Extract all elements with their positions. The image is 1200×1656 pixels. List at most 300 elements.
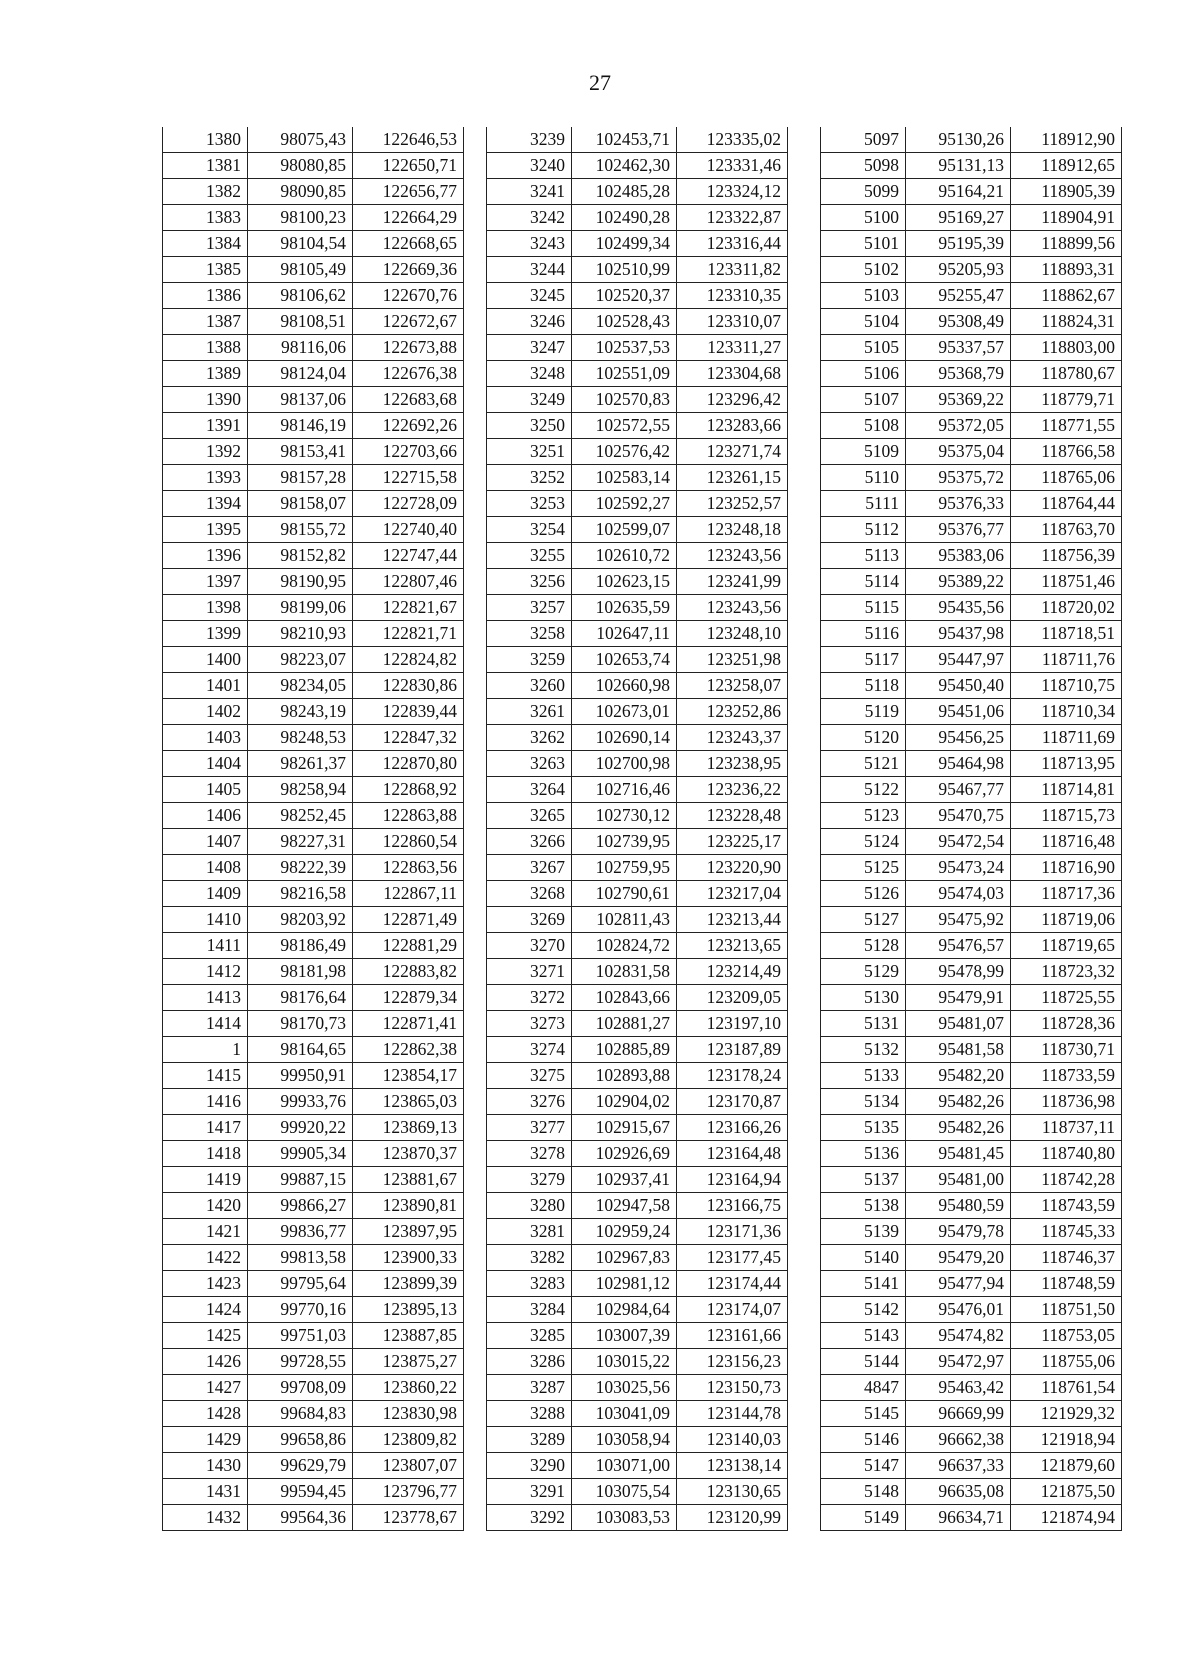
y-coordinate-cell: 122747,44 [353, 543, 464, 569]
y-coordinate-cell: 118742,28 [1011, 1167, 1122, 1193]
point-number-cell: 1409 [163, 881, 248, 907]
y-coordinate-cell: 118764,44 [1011, 491, 1122, 517]
point-number-cell: 3281 [487, 1219, 572, 1245]
table-row [163, 413, 464, 439]
y-coordinate-cell: 123335,02 [677, 127, 788, 153]
table-row [163, 179, 464, 205]
table-row [163, 283, 464, 309]
table-row [163, 153, 464, 179]
table-row [163, 387, 464, 413]
x-coordinate-cell: 99933,76 [248, 1089, 353, 1115]
y-coordinate-cell: 123796,77 [353, 1479, 464, 1505]
y-coordinate-cell: 123778,67 [353, 1505, 464, 1531]
y-coordinate-cell: 118728,36 [1011, 1011, 1122, 1037]
table-row [163, 231, 464, 257]
point-number-cell: 3253 [487, 491, 572, 517]
point-number-cell: 4847 [821, 1375, 906, 1401]
x-coordinate-cell: 98106,62 [248, 283, 353, 309]
point-number-cell: 1389 [163, 361, 248, 387]
x-coordinate-cell: 102947,58 [572, 1193, 677, 1219]
table-row [821, 595, 1122, 621]
table-row [821, 569, 1122, 595]
table-row [163, 1453, 464, 1479]
x-coordinate-cell: 95480,59 [906, 1193, 1011, 1219]
point-number-cell: 1429 [163, 1427, 248, 1453]
x-coordinate-cell: 98222,39 [248, 855, 353, 881]
point-number-cell: 3273 [487, 1011, 572, 1037]
y-coordinate-cell: 123197,10 [677, 1011, 788, 1037]
table-row [487, 751, 788, 777]
x-coordinate-cell: 95375,72 [906, 465, 1011, 491]
point-number-cell: 3287 [487, 1375, 572, 1401]
y-coordinate-cell: 123238,95 [677, 751, 788, 777]
table-row [487, 283, 788, 309]
y-coordinate-cell: 123177,45 [677, 1245, 788, 1271]
point-number-cell: 3274 [487, 1037, 572, 1063]
y-coordinate-cell: 118710,34 [1011, 699, 1122, 725]
table-row [163, 257, 464, 283]
y-coordinate-cell: 123150,73 [677, 1375, 788, 1401]
table-row [487, 491, 788, 517]
x-coordinate-cell: 102623,15 [572, 569, 677, 595]
table-row [487, 543, 788, 569]
point-number-cell: 3254 [487, 517, 572, 543]
y-coordinate-cell: 123248,10 [677, 621, 788, 647]
table-row [821, 257, 1122, 283]
x-coordinate-cell: 98153,41 [248, 439, 353, 465]
y-coordinate-cell: 118736,98 [1011, 1089, 1122, 1115]
point-number-cell: 5131 [821, 1011, 906, 1037]
x-coordinate-cell: 95308,49 [906, 309, 1011, 335]
point-number-cell: 5146 [821, 1427, 906, 1453]
table-row [487, 1323, 788, 1349]
point-number-cell: 5124 [821, 829, 906, 855]
point-number-cell: 3276 [487, 1089, 572, 1115]
point-number-cell: 1405 [163, 777, 248, 803]
table-row [821, 517, 1122, 543]
x-coordinate-cell: 102716,46 [572, 777, 677, 803]
table-row [821, 673, 1122, 699]
table-row [163, 777, 464, 803]
x-coordinate-cell: 102537,53 [572, 335, 677, 361]
y-coordinate-cell: 118711,76 [1011, 647, 1122, 673]
y-coordinate-cell: 118710,75 [1011, 673, 1122, 699]
y-coordinate-cell: 122692,26 [353, 413, 464, 439]
y-coordinate-cell: 118718,51 [1011, 621, 1122, 647]
y-coordinate-cell: 123860,22 [353, 1375, 464, 1401]
x-coordinate-cell: 103075,54 [572, 1479, 677, 1505]
y-coordinate-cell: 122860,54 [353, 829, 464, 855]
table-row [821, 439, 1122, 465]
x-coordinate-cell: 99770,16 [248, 1297, 353, 1323]
x-coordinate-cell: 95482,26 [906, 1089, 1011, 1115]
table-row [487, 1479, 788, 1505]
y-coordinate-cell: 123144,78 [677, 1401, 788, 1427]
y-coordinate-cell: 118740,80 [1011, 1141, 1122, 1167]
x-coordinate-cell: 98146,19 [248, 413, 353, 439]
x-coordinate-cell: 102700,98 [572, 751, 677, 777]
table-row [163, 1375, 464, 1401]
table-row [821, 153, 1122, 179]
y-coordinate-cell: 118779,71 [1011, 387, 1122, 413]
point-number-cell: 1414 [163, 1011, 248, 1037]
table-row [821, 309, 1122, 335]
x-coordinate-cell: 98157,28 [248, 465, 353, 491]
x-coordinate-cell: 102551,09 [572, 361, 677, 387]
table-row [821, 1089, 1122, 1115]
x-coordinate-cell: 95447,97 [906, 647, 1011, 673]
table-row [163, 699, 464, 725]
point-number-cell: 3282 [487, 1245, 572, 1271]
x-coordinate-cell: 102528,43 [572, 309, 677, 335]
point-number-cell: 5125 [821, 855, 906, 881]
point-number-cell: 1386 [163, 283, 248, 309]
point-number-cell: 5139 [821, 1219, 906, 1245]
table-row [163, 595, 464, 621]
x-coordinate-cell: 102570,83 [572, 387, 677, 413]
point-number-cell: 5103 [821, 283, 906, 309]
x-coordinate-cell: 95372,05 [906, 413, 1011, 439]
point-number-cell: 5149 [821, 1505, 906, 1531]
table-row [487, 673, 788, 699]
x-coordinate-cell: 102660,98 [572, 673, 677, 699]
point-number-cell: 1390 [163, 387, 248, 413]
y-coordinate-cell: 118737,11 [1011, 1115, 1122, 1141]
x-coordinate-cell: 96669,99 [906, 1401, 1011, 1427]
table-row [487, 1141, 788, 1167]
x-coordinate-cell: 95130,26 [906, 127, 1011, 153]
table-row [163, 855, 464, 881]
point-number-cell: 5102 [821, 257, 906, 283]
y-coordinate-cell: 122673,88 [353, 335, 464, 361]
y-coordinate-cell: 118753,05 [1011, 1323, 1122, 1349]
y-coordinate-cell: 118723,32 [1011, 959, 1122, 985]
point-number-cell: 5117 [821, 647, 906, 673]
x-coordinate-cell: 99866,27 [248, 1193, 353, 1219]
x-coordinate-cell: 95169,27 [906, 205, 1011, 231]
point-number-cell: 1427 [163, 1375, 248, 1401]
point-number-cell: 3239 [487, 127, 572, 153]
x-coordinate-cell: 103025,56 [572, 1375, 677, 1401]
table-row [821, 1375, 1122, 1401]
point-number-cell: 1432 [163, 1505, 248, 1531]
table-row [163, 985, 464, 1011]
y-coordinate-cell: 122824,82 [353, 647, 464, 673]
x-coordinate-cell: 102610,72 [572, 543, 677, 569]
x-coordinate-cell: 98170,73 [248, 1011, 353, 1037]
y-coordinate-cell: 122863,56 [353, 855, 464, 881]
x-coordinate-cell: 98199,06 [248, 595, 353, 621]
table-row [821, 881, 1122, 907]
x-coordinate-cell: 98105,49 [248, 257, 353, 283]
x-coordinate-cell: 102981,12 [572, 1271, 677, 1297]
table-row [487, 959, 788, 985]
table-row [821, 985, 1122, 1011]
y-coordinate-cell: 123187,89 [677, 1037, 788, 1063]
x-coordinate-cell: 99795,64 [248, 1271, 353, 1297]
y-coordinate-cell: 118912,65 [1011, 153, 1122, 179]
y-coordinate-cell: 123228,48 [677, 803, 788, 829]
table-row [163, 803, 464, 829]
y-coordinate-cell: 118755,06 [1011, 1349, 1122, 1375]
y-coordinate-cell: 122670,76 [353, 283, 464, 309]
y-coordinate-cell: 122656,77 [353, 179, 464, 205]
x-coordinate-cell: 95131,13 [906, 153, 1011, 179]
y-coordinate-cell: 122728,09 [353, 491, 464, 517]
x-coordinate-cell: 102510,99 [572, 257, 677, 283]
table-row [487, 1349, 788, 1375]
point-number-cell: 3264 [487, 777, 572, 803]
y-coordinate-cell: 118748,59 [1011, 1271, 1122, 1297]
y-coordinate-cell: 123807,07 [353, 1453, 464, 1479]
point-number-cell: 3262 [487, 725, 572, 751]
point-number-cell: 3258 [487, 621, 572, 647]
point-number-cell: 1415 [163, 1063, 248, 1089]
x-coordinate-cell: 95437,98 [906, 621, 1011, 647]
y-coordinate-cell: 118763,70 [1011, 517, 1122, 543]
x-coordinate-cell: 98243,19 [248, 699, 353, 725]
table-row [487, 1427, 788, 1453]
point-number-cell: 3252 [487, 465, 572, 491]
x-coordinate-cell: 95475,92 [906, 907, 1011, 933]
y-coordinate-cell: 121879,60 [1011, 1453, 1122, 1479]
y-coordinate-cell: 122668,65 [353, 231, 464, 257]
page-number: 27 [589, 70, 611, 95]
point-number-cell: 1392 [163, 439, 248, 465]
table-row [487, 465, 788, 491]
y-coordinate-cell: 118714,81 [1011, 777, 1122, 803]
table-row [487, 933, 788, 959]
y-coordinate-cell: 122862,38 [353, 1037, 464, 1063]
point-number-cell: 5118 [821, 673, 906, 699]
x-coordinate-cell: 102583,14 [572, 465, 677, 491]
x-coordinate-cell: 102904,02 [572, 1089, 677, 1115]
table-row [163, 959, 464, 985]
y-coordinate-cell: 118780,67 [1011, 361, 1122, 387]
table-row [163, 491, 464, 517]
y-coordinate-cell: 123809,82 [353, 1427, 464, 1453]
table-row [821, 1193, 1122, 1219]
x-coordinate-cell: 95451,06 [906, 699, 1011, 725]
point-number-cell: 3263 [487, 751, 572, 777]
point-number-cell: 1382 [163, 179, 248, 205]
x-coordinate-cell: 102759,95 [572, 855, 677, 881]
point-number-cell: 3283 [487, 1271, 572, 1297]
point-number-cell: 1411 [163, 933, 248, 959]
point-number-cell: 1402 [163, 699, 248, 725]
y-coordinate-cell: 123261,15 [677, 465, 788, 491]
table-row [821, 387, 1122, 413]
point-number-cell: 3292 [487, 1505, 572, 1531]
point-number-cell: 5113 [821, 543, 906, 569]
y-coordinate-cell: 121929,32 [1011, 1401, 1122, 1427]
x-coordinate-cell: 103083,53 [572, 1505, 677, 1531]
x-coordinate-cell: 99728,55 [248, 1349, 353, 1375]
table-row [487, 1375, 788, 1401]
point-number-cell: 3250 [487, 413, 572, 439]
y-coordinate-cell: 122883,82 [353, 959, 464, 985]
x-coordinate-cell: 99920,22 [248, 1115, 353, 1141]
point-number-cell: 5114 [821, 569, 906, 595]
x-coordinate-cell: 98176,64 [248, 985, 353, 1011]
point-number-cell: 1421 [163, 1219, 248, 1245]
x-coordinate-cell: 99751,03 [248, 1323, 353, 1349]
table-row [821, 205, 1122, 231]
point-number-cell: 1391 [163, 413, 248, 439]
x-coordinate-cell: 95375,04 [906, 439, 1011, 465]
table-row [821, 1219, 1122, 1245]
table-row [821, 855, 1122, 881]
x-coordinate-cell: 102485,28 [572, 179, 677, 205]
point-number-cell: 5145 [821, 1401, 906, 1427]
y-coordinate-cell: 118720,02 [1011, 595, 1122, 621]
y-coordinate-cell: 122863,88 [353, 803, 464, 829]
point-number-cell: 3251 [487, 439, 572, 465]
point-number-cell: 5100 [821, 205, 906, 231]
point-number-cell: 3288 [487, 1401, 572, 1427]
point-number-cell: 1399 [163, 621, 248, 647]
point-number-cell: 1430 [163, 1453, 248, 1479]
x-coordinate-cell: 95470,75 [906, 803, 1011, 829]
x-coordinate-cell: 102967,83 [572, 1245, 677, 1271]
y-coordinate-cell: 123830,98 [353, 1401, 464, 1427]
point-number-cell: 1387 [163, 309, 248, 335]
y-coordinate-cell: 118766,58 [1011, 439, 1122, 465]
x-coordinate-cell: 95376,33 [906, 491, 1011, 517]
y-coordinate-cell: 118725,55 [1011, 985, 1122, 1011]
x-coordinate-cell: 102831,58 [572, 959, 677, 985]
table-row [821, 1245, 1122, 1271]
y-coordinate-cell: 122807,46 [353, 569, 464, 595]
point-number-cell: 5119 [821, 699, 906, 725]
table-row [487, 309, 788, 335]
y-coordinate-cell: 123316,44 [677, 231, 788, 257]
point-number-cell: 5132 [821, 1037, 906, 1063]
table-row [487, 829, 788, 855]
x-coordinate-cell: 98223,07 [248, 647, 353, 673]
point-number-cell: 5112 [821, 517, 906, 543]
x-coordinate-cell: 102881,27 [572, 1011, 677, 1037]
table-row [821, 1141, 1122, 1167]
point-number-cell: 3249 [487, 387, 572, 413]
y-coordinate-cell: 118713,95 [1011, 751, 1122, 777]
y-coordinate-cell: 123869,13 [353, 1115, 464, 1141]
x-coordinate-cell: 98116,06 [248, 335, 353, 361]
y-coordinate-cell: 122646,53 [353, 127, 464, 153]
y-coordinate-cell: 118905,39 [1011, 179, 1122, 205]
x-coordinate-cell: 102885,89 [572, 1037, 677, 1063]
x-coordinate-cell: 95479,91 [906, 985, 1011, 1011]
y-coordinate-cell: 122879,34 [353, 985, 464, 1011]
point-number-cell: 1385 [163, 257, 248, 283]
table-row [163, 907, 464, 933]
table-row [487, 855, 788, 881]
x-coordinate-cell: 102824,72 [572, 933, 677, 959]
y-coordinate-cell: 123897,95 [353, 1219, 464, 1245]
table-row [821, 1479, 1122, 1505]
table-row [821, 361, 1122, 387]
y-coordinate-cell: 122821,71 [353, 621, 464, 647]
table-row [821, 283, 1122, 309]
y-coordinate-cell: 123283,66 [677, 413, 788, 439]
point-number-cell: 3268 [487, 881, 572, 907]
y-coordinate-cell: 123214,49 [677, 959, 788, 985]
table-row [163, 1193, 464, 1219]
point-number-cell: 5101 [821, 231, 906, 257]
x-coordinate-cell: 102926,69 [572, 1141, 677, 1167]
y-coordinate-cell: 123225,17 [677, 829, 788, 855]
y-coordinate-cell: 123178,24 [677, 1063, 788, 1089]
y-coordinate-cell: 118761,54 [1011, 1375, 1122, 1401]
table-row [487, 647, 788, 673]
y-coordinate-cell: 123251,98 [677, 647, 788, 673]
point-number-cell: 5111 [821, 491, 906, 517]
y-coordinate-cell: 118716,48 [1011, 829, 1122, 855]
point-number-cell: 3284 [487, 1297, 572, 1323]
x-coordinate-cell: 98104,54 [248, 231, 353, 257]
table-row [163, 673, 464, 699]
x-coordinate-cell: 102790,61 [572, 881, 677, 907]
table-row [163, 621, 464, 647]
y-coordinate-cell: 118719,06 [1011, 907, 1122, 933]
y-coordinate-cell: 122740,40 [353, 517, 464, 543]
point-number-cell: 3266 [487, 829, 572, 855]
coordinates-table-2 [486, 127, 788, 1531]
table-row [163, 465, 464, 491]
x-coordinate-cell: 102937,41 [572, 1167, 677, 1193]
point-number-cell: 5127 [821, 907, 906, 933]
point-number-cell: 3259 [487, 647, 572, 673]
x-coordinate-cell: 102572,55 [572, 413, 677, 439]
point-number-cell: 1404 [163, 751, 248, 777]
point-number-cell: 3291 [487, 1479, 572, 1505]
y-coordinate-cell: 123241,99 [677, 569, 788, 595]
table-row [487, 413, 788, 439]
point-number-cell: 1 [163, 1037, 248, 1063]
point-number-cell: 3257 [487, 595, 572, 621]
table-row [487, 1453, 788, 1479]
point-number-cell: 1408 [163, 855, 248, 881]
point-number-cell: 5097 [821, 127, 906, 153]
point-number-cell: 1420 [163, 1193, 248, 1219]
point-number-cell: 3256 [487, 569, 572, 595]
y-coordinate-cell: 122672,67 [353, 309, 464, 335]
table-row [487, 1245, 788, 1271]
y-coordinate-cell: 122868,92 [353, 777, 464, 803]
y-coordinate-cell: 123854,17 [353, 1063, 464, 1089]
point-number-cell: 5148 [821, 1479, 906, 1505]
table-row [487, 153, 788, 179]
y-coordinate-cell: 121918,94 [1011, 1427, 1122, 1453]
x-coordinate-cell: 99836,77 [248, 1219, 353, 1245]
table-row [821, 1323, 1122, 1349]
y-coordinate-cell: 118730,71 [1011, 1037, 1122, 1063]
point-number-cell: 3279 [487, 1167, 572, 1193]
y-coordinate-cell: 123322,87 [677, 205, 788, 231]
x-coordinate-cell: 102453,71 [572, 127, 677, 153]
table-row [163, 1401, 464, 1427]
point-number-cell: 3289 [487, 1427, 572, 1453]
table-row [487, 257, 788, 283]
y-coordinate-cell: 123140,03 [677, 1427, 788, 1453]
point-number-cell: 1388 [163, 335, 248, 361]
table-row [487, 361, 788, 387]
x-coordinate-cell: 102843,66 [572, 985, 677, 1011]
x-coordinate-cell: 96635,08 [906, 1479, 1011, 1505]
table-row [163, 1089, 464, 1115]
y-coordinate-cell: 123865,03 [353, 1089, 464, 1115]
table-row [821, 1401, 1122, 1427]
